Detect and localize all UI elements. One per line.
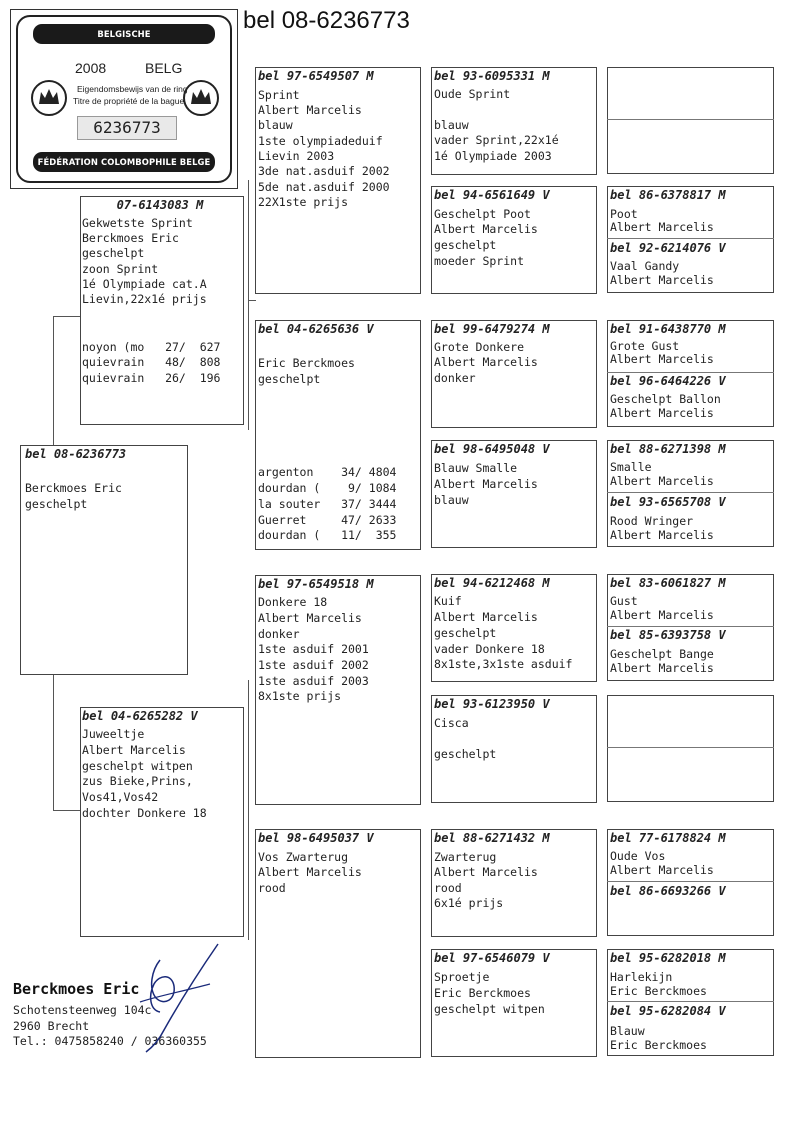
pigeon-info-line: Sproetje — [434, 970, 490, 984]
pigeon-info-line: blauw — [258, 118, 293, 132]
connector-line — [248, 680, 249, 940]
pigeon-info-line: 1ste asduif 2002 — [258, 658, 369, 672]
pigeon-info-line: Lievin,22x1é prijs — [82, 292, 207, 306]
certificate-top-banner: BELGISCHE DUIVENLIEFHEBBERSBOND — [33, 24, 215, 44]
pigeon-info-line: Grote Donkere — [434, 340, 525, 354]
pigeon-info-line: Albert Marcelis — [434, 477, 538, 491]
pigeon-info-line: Grote Gust — [610, 339, 680, 353]
certificate-country: BELG — [145, 60, 183, 76]
pigeon-ring-number: bel 95-6282084 V — [610, 1004, 726, 1018]
pigeon-ring-number: bel 77-6178824 M — [610, 831, 726, 845]
pigeon-info-line: Vos Zwarterug — [258, 850, 349, 864]
race-result-line: dourdan ( 9/ 1084 — [258, 481, 397, 495]
pigeon-info-line: geschelpt — [25, 497, 88, 511]
pigeon-info-line: 1ste olympiadeduif — [258, 134, 383, 148]
pigeon-info-line: 8x1ste prijs — [258, 689, 342, 703]
pigeon-info-line: Lievin 2003 — [258, 149, 335, 163]
pigeon-ring-number: bel 88-6271432 M — [434, 831, 550, 845]
pigeon-info-line: Smalle — [610, 460, 652, 474]
connector-line — [53, 810, 80, 811]
pigeon-info-line: geschelpt — [434, 238, 497, 252]
pigeon-ring-number: 07-6143083 M — [116, 198, 204, 212]
pigeon-info-line: 1é Olympiade cat.A — [82, 277, 207, 291]
pigeon-ring-number: bel 93-6123950 V — [434, 697, 550, 711]
pigeon-info-line: vader Sprint,22x1é — [434, 133, 559, 147]
pigeon-ring-number: bel 97-6549518 M — [258, 577, 374, 591]
card-divider — [607, 881, 774, 882]
breeder-name: Berckmoes Eric — [13, 980, 140, 998]
pigeon-ring-number: bel 99-6479274 M — [434, 322, 550, 336]
pedigree-card-gen4-pair — [607, 67, 774, 174]
pigeon-info-line: Cisca — [434, 716, 469, 730]
pigeon-ring-number: bel 83-6061827 M — [610, 576, 726, 590]
pigeon-ring-number: bel 93-6565708 V — [610, 495, 726, 509]
certificate-number: 6236773 — [77, 116, 177, 140]
pigeon-info-line: geschelpt — [434, 747, 497, 761]
pigeon-info-line: Eric Berckmoes — [610, 1038, 707, 1052]
crown-emblem-left-icon — [29, 76, 69, 120]
race-result-line: la souter 37/ 3444 — [258, 497, 397, 511]
card-divider — [607, 372, 774, 373]
pigeon-info-line: Albert Marcelis — [434, 222, 538, 236]
certificate-year: 2008 — [75, 60, 107, 76]
pigeon-info-line: Geschelpt Ballon — [610, 392, 721, 406]
pigeon-info-line: Albert Marcelis — [610, 528, 714, 542]
pigeon-info-line: Gust — [610, 594, 638, 608]
card-divider — [607, 1001, 774, 1002]
pigeon-info-line: Albert Marcelis — [258, 611, 362, 625]
connector-line — [248, 180, 249, 430]
pigeon-info-line: geschelpt — [82, 246, 145, 260]
pigeon-info-line: Albert Marcelis — [434, 865, 538, 879]
pigeon-info-line: Harlekijn — [610, 970, 673, 984]
pigeon-info-line: Juweeltje — [82, 727, 145, 741]
pigeon-info-line: Albert Marcelis — [610, 406, 714, 420]
pigeon-ring-number: bel 04-6265282 V — [82, 709, 198, 723]
pedigree-card-gen4-pair — [607, 695, 774, 802]
pigeon-info-line: Rood Wringer — [610, 514, 694, 528]
pigeon-info-line: Poot — [610, 207, 638, 221]
pigeon-info-line: donker — [434, 371, 476, 385]
pigeon-info-line: Eric Berckmoes — [258, 356, 355, 370]
crown-emblem-right-icon — [181, 76, 221, 120]
pigeon-info-line: Sprint — [258, 88, 300, 102]
pigeon-ring-number: bel 97-6549507 M — [258, 69, 374, 83]
pigeon-info-line: Albert Marcelis — [434, 355, 538, 369]
page-title: bel 08-6236773 — [243, 7, 410, 34]
pigeon-info-line: Albert Marcelis — [610, 273, 714, 287]
card-divider — [607, 119, 774, 120]
pigeon-info-line: 1é Olympiade 2003 — [434, 149, 552, 163]
pigeon-info-line: geschelpt witpen — [434, 1002, 545, 1016]
pigeon-info-line: vader Donkere 18 — [434, 642, 545, 656]
pigeon-info-line: Albert Marcelis — [610, 474, 714, 488]
pigeon-ring-number: bel 96-6464226 V — [610, 374, 726, 388]
race-result-line: Guerret 47/ 2633 — [258, 513, 397, 527]
pigeon-info-line: Berckmoes Eric — [82, 231, 179, 245]
pigeon-info-line: 22X1ste prijs — [258, 195, 349, 209]
pigeon-info-line: 1ste asduif 2003 — [258, 674, 369, 688]
pigeon-ring-number: bel 86-6693266 V — [610, 884, 726, 898]
pigeon-info-line: Geschelpt Poot — [434, 207, 531, 221]
pigeon-ring-number: bel 91-6438770 M — [610, 322, 726, 336]
pigeon-info-line: Geschelpt Bange — [610, 647, 714, 661]
pigeon-ring-number: bel 97-6546079 V — [434, 951, 550, 965]
race-result-line: quievrain 26/ 196 — [82, 371, 221, 385]
pigeon-info-line: 6x1é prijs — [434, 896, 504, 910]
pigeon-info-line: donker — [258, 627, 300, 641]
pigeon-info-line: 1ste asduif 2001 — [258, 642, 369, 656]
pigeon-info-line: Vaal Gandy — [610, 259, 680, 273]
pigeon-info-line: 3de nat.asduif 2002 — [258, 164, 390, 178]
certificate-line-nl: Eigendomsbewijs van de ring — [77, 84, 188, 94]
pigeon-info-line: zoon Sprint — [82, 262, 159, 276]
connector-line — [53, 316, 54, 445]
pigeon-info-line: rood — [258, 881, 286, 895]
card-divider — [607, 492, 774, 493]
pigeon-ring-number: bel 94-6212468 M — [434, 576, 550, 590]
pigeon-info-line: geschelpt witpen — [82, 759, 193, 773]
pigeon-ring-number: bel 98-6495037 V — [258, 831, 374, 845]
race-result-line: noyon (mo 27/ 627 — [82, 340, 221, 354]
pedigree-card-subject — [20, 445, 188, 675]
pigeon-info-line: Albert Marcelis — [434, 610, 538, 624]
pigeon-info-line: Vos41,Vos42 — [82, 790, 159, 804]
pigeon-ring-number: bel 95-6282018 M — [610, 951, 726, 965]
connector-line — [248, 300, 256, 301]
pigeon-info-line: geschelpt — [258, 372, 321, 386]
pigeon-info-line: Blauw Smalle — [434, 461, 518, 475]
pigeon-info-line: Donkere 18 — [258, 595, 328, 609]
certificate-line-fr: Titre de propriété de la bague — [73, 96, 185, 106]
certificate-bottom-banner: FÉDÉRATION COLOMBOPHILE BELGE — [33, 152, 215, 172]
connector-line — [53, 675, 54, 810]
race-result-line: dourdan ( 11/ 355 — [258, 528, 397, 542]
pigeon-ring-number: bel 08-6236773 — [25, 447, 127, 461]
pigeon-ring-number: bel 93-6095331 M — [434, 69, 550, 83]
pigeon-info-line: 8x1ste,3x1ste asduif — [434, 657, 573, 671]
pigeon-info-line: Albert Marcelis — [610, 608, 714, 622]
race-result-line: quievrain 48/ 808 — [82, 355, 221, 369]
pigeon-info-line: Oude Vos — [610, 849, 666, 863]
pigeon-info-line: Albert Marcelis — [610, 863, 714, 877]
pigeon-info-line: moeder Sprint — [434, 254, 525, 268]
card-divider — [607, 747, 774, 748]
pigeon-info-line: dochter Donkere 18 — [82, 806, 207, 820]
race-result-line: argenton 34/ 4804 — [258, 465, 397, 479]
connector-line — [53, 316, 80, 317]
pigeon-info-line: Blauw — [610, 1024, 645, 1038]
breeder-phone: Tel.: 0475858240 / 036360355 — [13, 1034, 207, 1048]
pigeon-ring-number: bel 85-6393758 V — [610, 628, 726, 642]
pigeon-ring-number: bel 92-6214076 V — [610, 241, 726, 255]
ownership-certificate — [10, 9, 238, 189]
pigeon-info-line: rood — [434, 881, 462, 895]
pigeon-info-line: Oude Sprint — [434, 87, 511, 101]
pigeon-info-line: geschelpt — [434, 626, 497, 640]
pigeon-info-line: Albert Marcelis — [258, 103, 362, 117]
pigeon-info-line: 5de nat.asduif 2000 — [258, 180, 390, 194]
pigeon-ring-number: bel 94-6561649 V — [434, 188, 550, 202]
pigeon-ring-number: bel 88-6271398 M — [610, 442, 726, 456]
pigeon-info-line: Eric Berckmoes — [434, 986, 531, 1000]
pigeon-info-line: blauw — [434, 118, 469, 132]
breeder-city: 2960 Brecht — [13, 1019, 90, 1033]
pigeon-info-line: zus Bieke,Prins, — [82, 774, 193, 788]
pigeon-info-line: Albert Marcelis — [610, 661, 714, 675]
pigeon-info-line: Gekwetste Sprint — [82, 216, 193, 230]
signature-icon — [130, 940, 225, 1055]
pigeon-ring-number: bel 04-6265636 V — [258, 322, 374, 336]
pigeon-info-line: Albert Marcelis — [610, 220, 714, 234]
pigeon-info-line: Albert Marcelis — [610, 352, 714, 366]
pigeon-info-line: Albert Marcelis — [82, 743, 186, 757]
pigeon-info-line: blauw — [434, 493, 469, 507]
pigeon-info-line: Zwarterug — [434, 850, 497, 864]
pigeon-info-line: Berckmoes Eric — [25, 481, 122, 495]
pigeon-ring-number: bel 86-6378817 M — [610, 188, 726, 202]
card-divider — [607, 626, 774, 627]
pigeon-info-line: Albert Marcelis — [258, 865, 362, 879]
card-divider — [607, 238, 774, 239]
breeder-street: Schotensteenweg 104c — [13, 1003, 152, 1017]
pigeon-info-line: Kuif — [434, 594, 462, 608]
pigeon-info-line: Eric Berckmoes — [610, 984, 707, 998]
pigeon-ring-number: bel 98-6495048 V — [434, 442, 550, 456]
